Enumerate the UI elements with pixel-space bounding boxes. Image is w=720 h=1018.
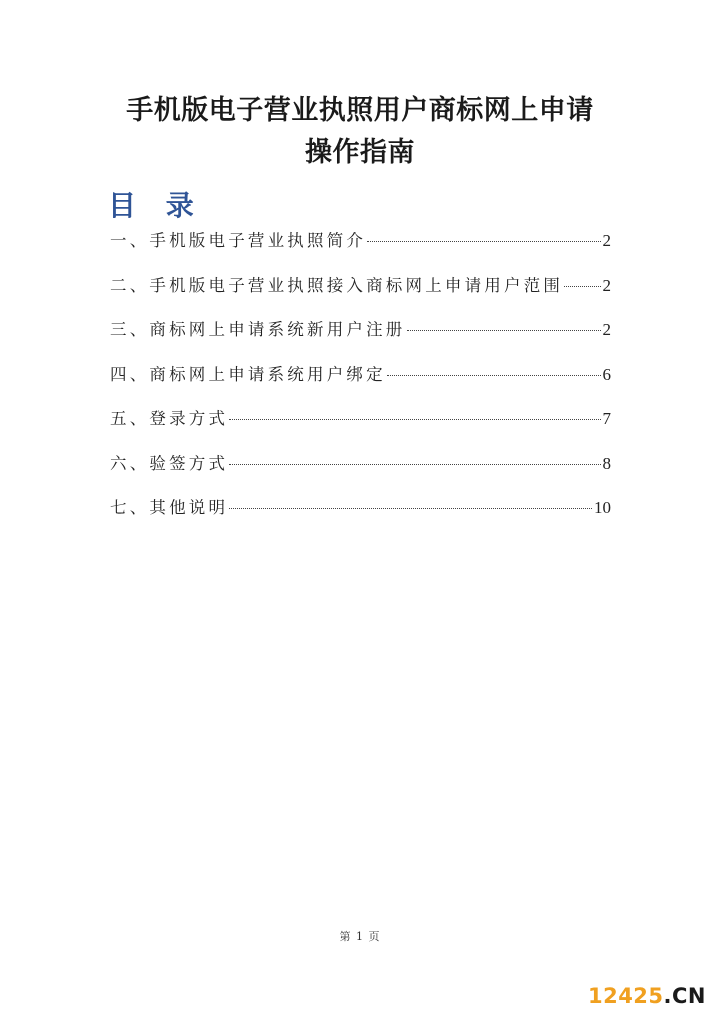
toc-entry-text: 六、验签方式: [110, 453, 229, 473]
toc-dot-leader: [564, 286, 600, 287]
toc-dot-leader: [387, 375, 601, 376]
toc-entry[interactable]: [110, 493, 611, 538]
toc-dot-leader: [229, 508, 592, 509]
page-number-footer: 第 1 页: [339, 930, 381, 943]
toc-dot-leader: [367, 241, 600, 242]
toc-entry[interactable]: [110, 404, 611, 449]
toc-entry-page: 7: [602, 409, 611, 428]
toc-entry-page: 10: [594, 498, 611, 517]
toc-heading: 目 录: [108, 189, 204, 222]
watermark-domain: .CN: [663, 984, 706, 1008]
toc-entry[interactable]: [110, 360, 611, 405]
toc-entry-text: 三、商标网上申请系统新用户注册: [110, 320, 406, 339]
toc-entry-page: 2: [602, 320, 611, 339]
toc-entry-text: 七、其他说明: [110, 498, 229, 517]
toc-entry-text: 二、手机版电子营业执照接入商标网上申请用户范围: [110, 275, 564, 295]
toc-entry-text: 五、登录方式: [110, 409, 229, 428]
toc-dot-leader: [407, 330, 601, 331]
watermark-logo: [588, 984, 706, 1008]
toc-dot-leader: [229, 464, 600, 465]
toc-entry-text: 四、商标网上申请系统用户绑定: [110, 364, 386, 384]
document-title-line2: 操作指南: [305, 137, 415, 168]
toc-entry[interactable]: [110, 271, 611, 316]
toc-entry-text: 一、手机版电子营业执照简介: [110, 231, 367, 250]
toc-entry-page: 6: [602, 364, 611, 384]
toc-entry-page: 2: [602, 275, 611, 295]
document-title-line1: 手机版电子营业执照用户商标网上申请: [126, 95, 594, 126]
toc-entry[interactable]: [110, 315, 611, 360]
watermark-number: 12425: [587, 984, 664, 1008]
toc-entry[interactable]: [110, 449, 611, 494]
toc-dot-leader: [229, 419, 600, 420]
toc-entry[interactable]: [110, 226, 611, 271]
toc-list: [110, 226, 611, 538]
toc-entry-page: 2: [602, 231, 611, 250]
toc-entry-page: 8: [602, 453, 611, 473]
